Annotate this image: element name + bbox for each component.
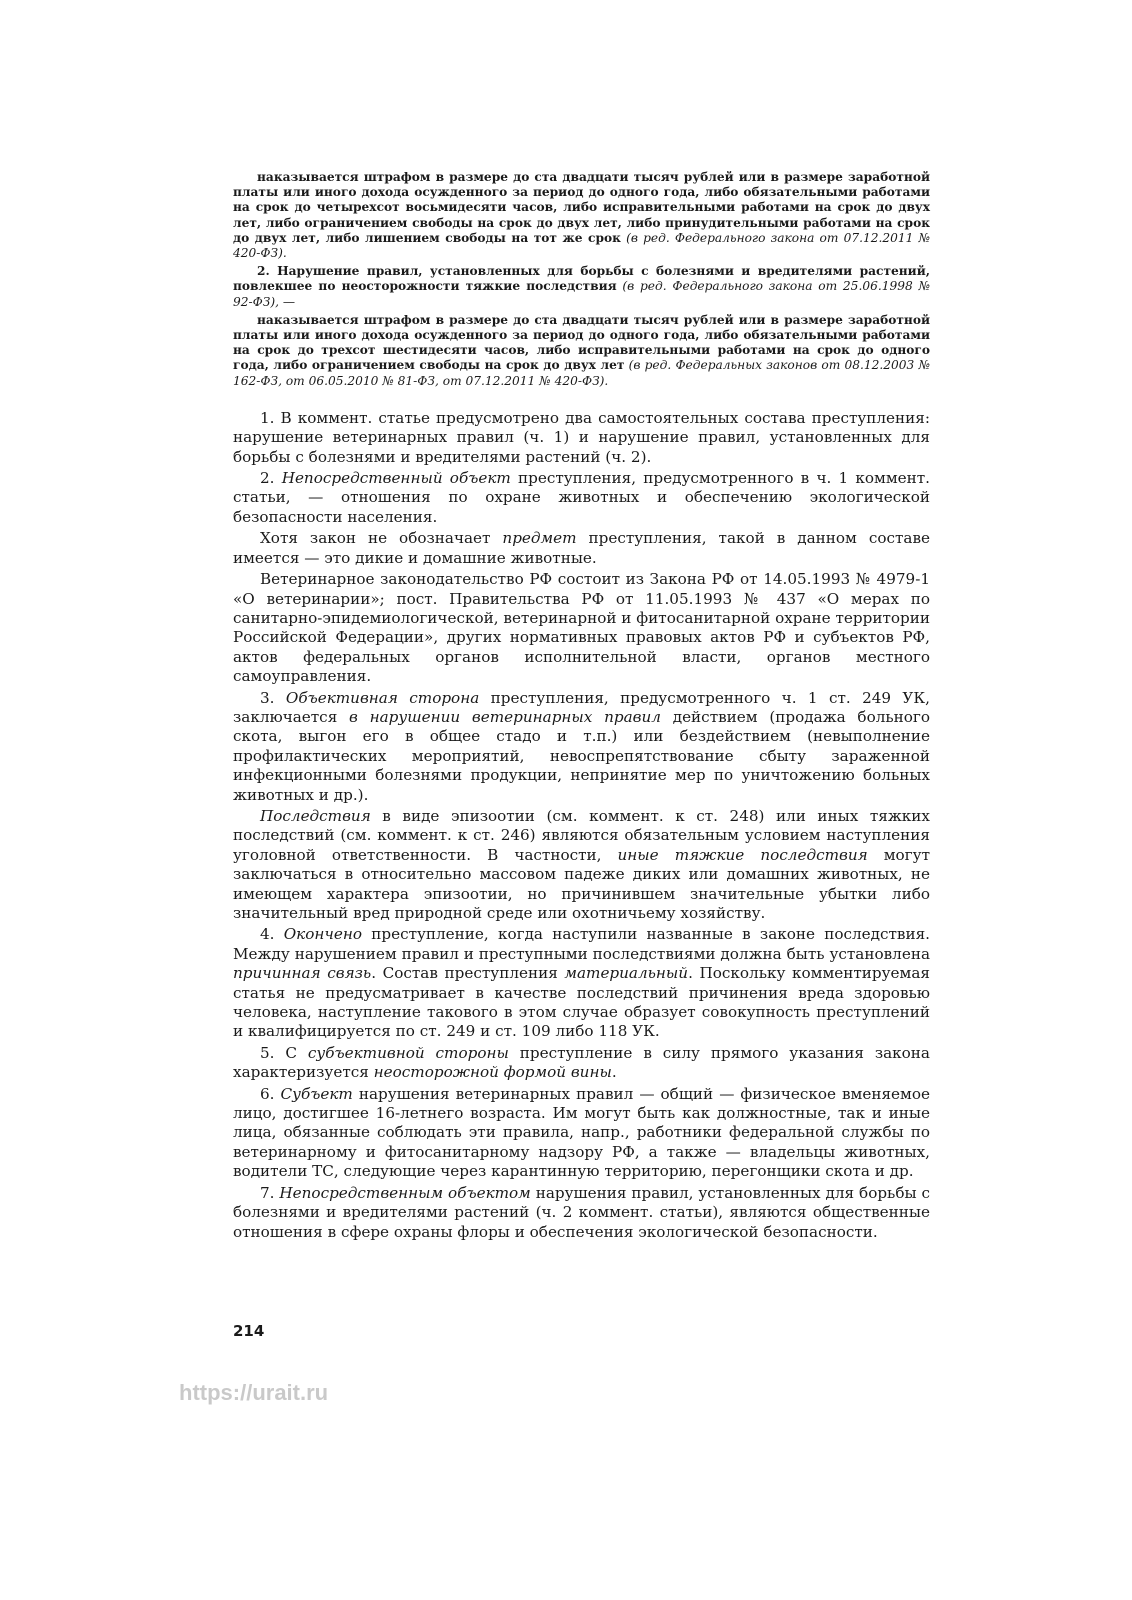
comment-p6-text1: в виде эпизоотии (см. коммент. к ст. 248) или иных тяжких последствий (см. коммент. к ст. 246) являются обязательным условием наступления уголовной ответственности. В частности,	[233, 806, 930, 864]
comment-p10-num: 7.	[260, 1183, 280, 1202]
comment-p6-text2: могут заключаться в относительно массовом падеже диких или домашних животных, не имеющем характера эпизоотии, но причинившем значительные убытки либо значительный вред природной среде или охотничьему хозяйству.	[233, 845, 930, 922]
comment-p7-term2: причинная связь	[233, 964, 372, 983]
comment-paragraph-5	[233, 689, 930, 805]
comment-p2-text: преступления, предусмотренного в ч. 1 коммент. статьи, — отношения по охране животных и обеспечению экологической безопасности населения.	[233, 469, 930, 526]
comment-p7-text2: . Состав преступления	[371, 964, 565, 983]
comment-p5-text2: действием (продажа больного скота, выгон его в общее стадо и т.п.) или бездействием (невыполнение профилактических мероприятий, невоспрепятствование сбыту зараженной инфекционными болезнями продукции, непринятие мер по уничтожению больных животных и др.).	[233, 707, 930, 804]
comment-paragraph-7	[233, 925, 930, 1041]
comment-p6-term2: иные тяжкие последствия	[617, 845, 868, 864]
comment-paragraph-2	[233, 469, 930, 527]
commentary-block	[233, 409, 930, 1242]
sanction-part1-text: наказывается штрафом в размере до ста двадцати тысяч рублей или в размере заработной платы или иного дохода осужденного за период до одного года, либо обязательными работами на срок до четырехсот восьмидесяти часов, либо исправительными работами на срок до двух лет, либо ограничением свободы на срок до двух лет, либо принудительными работами на срок до двух лет, либо лишением свободы на тот же срок	[233, 170, 930, 245]
page-number: 214	[233, 1322, 265, 1340]
law-part2-edition: (в ред. Федерального закона от 25.06.1998 № 92-ФЗ),	[233, 279, 931, 309]
comment-p8-term2: неосторожной формой вины	[373, 1063, 612, 1082]
comment-p5-term1: Объективная сторона	[285, 688, 480, 707]
comment-paragraph-8	[233, 1044, 930, 1083]
comment-p2-num: 2.	[260, 469, 282, 488]
comment-p3-lead: Хотя закон не обозначает	[260, 529, 503, 548]
comment-paragraph-6	[233, 807, 930, 923]
watermark-url: https://urait.ru	[179, 1380, 329, 1405]
comment-p7-num: 4.	[260, 925, 284, 944]
law-part2-dash: —	[278, 294, 296, 309]
comment-p7-text1: преступление, когда наступили названные в законе последствия. Между нарушением правил и преступными последствиями должна быть установлена	[233, 925, 930, 963]
sanction-part1	[233, 170, 930, 261]
comment-p7-text3: . Поскольку комментируемая статья не предусматривает в качестве последствий причинения вреда здоровью человека, наступление такового в этом случае образует совокупность преступлений и квалифицируется по ст. 249 и ст. 109 либо 118 УК.	[233, 964, 930, 1041]
comment-p7-term1: Окончено	[283, 925, 362, 944]
comment-p8-text2: .	[611, 1063, 617, 1082]
comment-p2-term: Непосредственный объект	[281, 469, 511, 488]
law-part2-text: 2. Нарушение правил, установленных для борьбы с болезнями и вредителями растений, повлекшее по неосторожности тяжкие последствия	[233, 264, 930, 294]
comment-p6-term1: Последствия	[260, 806, 371, 825]
comment-p10-term: Непосредственным объектом	[279, 1183, 531, 1202]
comment-p3-term: предмет	[502, 529, 577, 548]
comment-paragraph-3	[233, 529, 930, 568]
comment-p9-text: нарушения ветеринарных правил — общий — физическое вменяемое лицо, достигшее 16-летнего возраста. Им могут быть как должностные, так и иные лица, обязанные соблюдать эти правила, напр., работники федеральной службы по ветеринарному и фитосанитарному надзору РФ, а также — владельцы животных, водители ТС, следующие через карантинную территорию, перегонщики скота и др.	[233, 1084, 930, 1181]
page-content	[233, 170, 930, 1242]
sanction-part2	[233, 313, 930, 389]
comment-p8-num: 5. С	[260, 1043, 308, 1062]
law-part2	[233, 264, 930, 310]
comment-p8-text1: преступление в силу прямого указания закона характеризуется	[233, 1043, 930, 1082]
law-text-block	[233, 170, 930, 389]
sanction-part1-edition: (в ред. Федерального закона от 07.12.2011 № 420-ФЗ).	[233, 230, 931, 261]
sanction-part2-edition: (в ред. Федеральных законов от 08.12.2003 № 162-ФЗ, от 06.05.2010 № 81-ФЗ, от 07.12.2011 № 420-ФЗ).	[233, 358, 930, 388]
comment-p5-num: 3.	[260, 688, 286, 707]
comment-p3-text: преступления, такой в данном составе имеется — это дикие и домашние животные.	[233, 529, 930, 567]
comment-p9-term: Субъект	[280, 1084, 353, 1103]
comment-p8-term1: субъективной стороны	[307, 1043, 509, 1062]
sanction-part2-text: наказывается штрафом в размере до ста двадцати тысяч рублей или в размере заработной платы или иного дохода осужденного за период до одного года, либо обязательными работами на срок до трехсот шестидесяти часов, либо исправительными работами на срок до одного года, либо ограничением свободы на срок до двух лет	[233, 312, 930, 373]
comment-p5-text1: преступления, предусмотренного ч. 1 ст. 249 УК, заключается	[233, 688, 930, 726]
comment-p7-term3: материальный	[564, 964, 689, 983]
comment-paragraph-9	[233, 1085, 930, 1182]
comment-p9-num: 6.	[260, 1084, 281, 1103]
comment-paragraph-1: 1. В коммент. статье предусмотрено два самостоятельных состава преступления: нарушение ветеринарных правил (ч. 1) и нарушение правил, установленных для борьбы с болезнями и вредителями растений (ч. 2).	[233, 408, 930, 466]
comment-p5-term2: в нарушении ветеринарных правил	[349, 707, 661, 726]
comment-p10-text: нарушения правил, установленных для борьбы с болезнями и вредителями растений (ч. 2 коммент. статьи), являются общественные отношения в сфере охраны флоры и обеспечения экологической безопасности.	[233, 1183, 930, 1241]
comment-paragraph-4: Ветеринарное законодательство РФ состоит из Закона РФ от 14.05.1993 № 4979-1 «О ветеринарии»; пост. Правительства РФ от 11.05.1993 № 437 «О мерах по санитарно-эпидемиологической, ветеринарной и фитосанитарной охране территории Российской Федерации», других нормативных правовых актов РФ и субъектов РФ, актов федеральных органов исполнительной власти, органов местного самоуправления.	[233, 570, 930, 686]
comment-paragraph-10	[233, 1184, 930, 1242]
